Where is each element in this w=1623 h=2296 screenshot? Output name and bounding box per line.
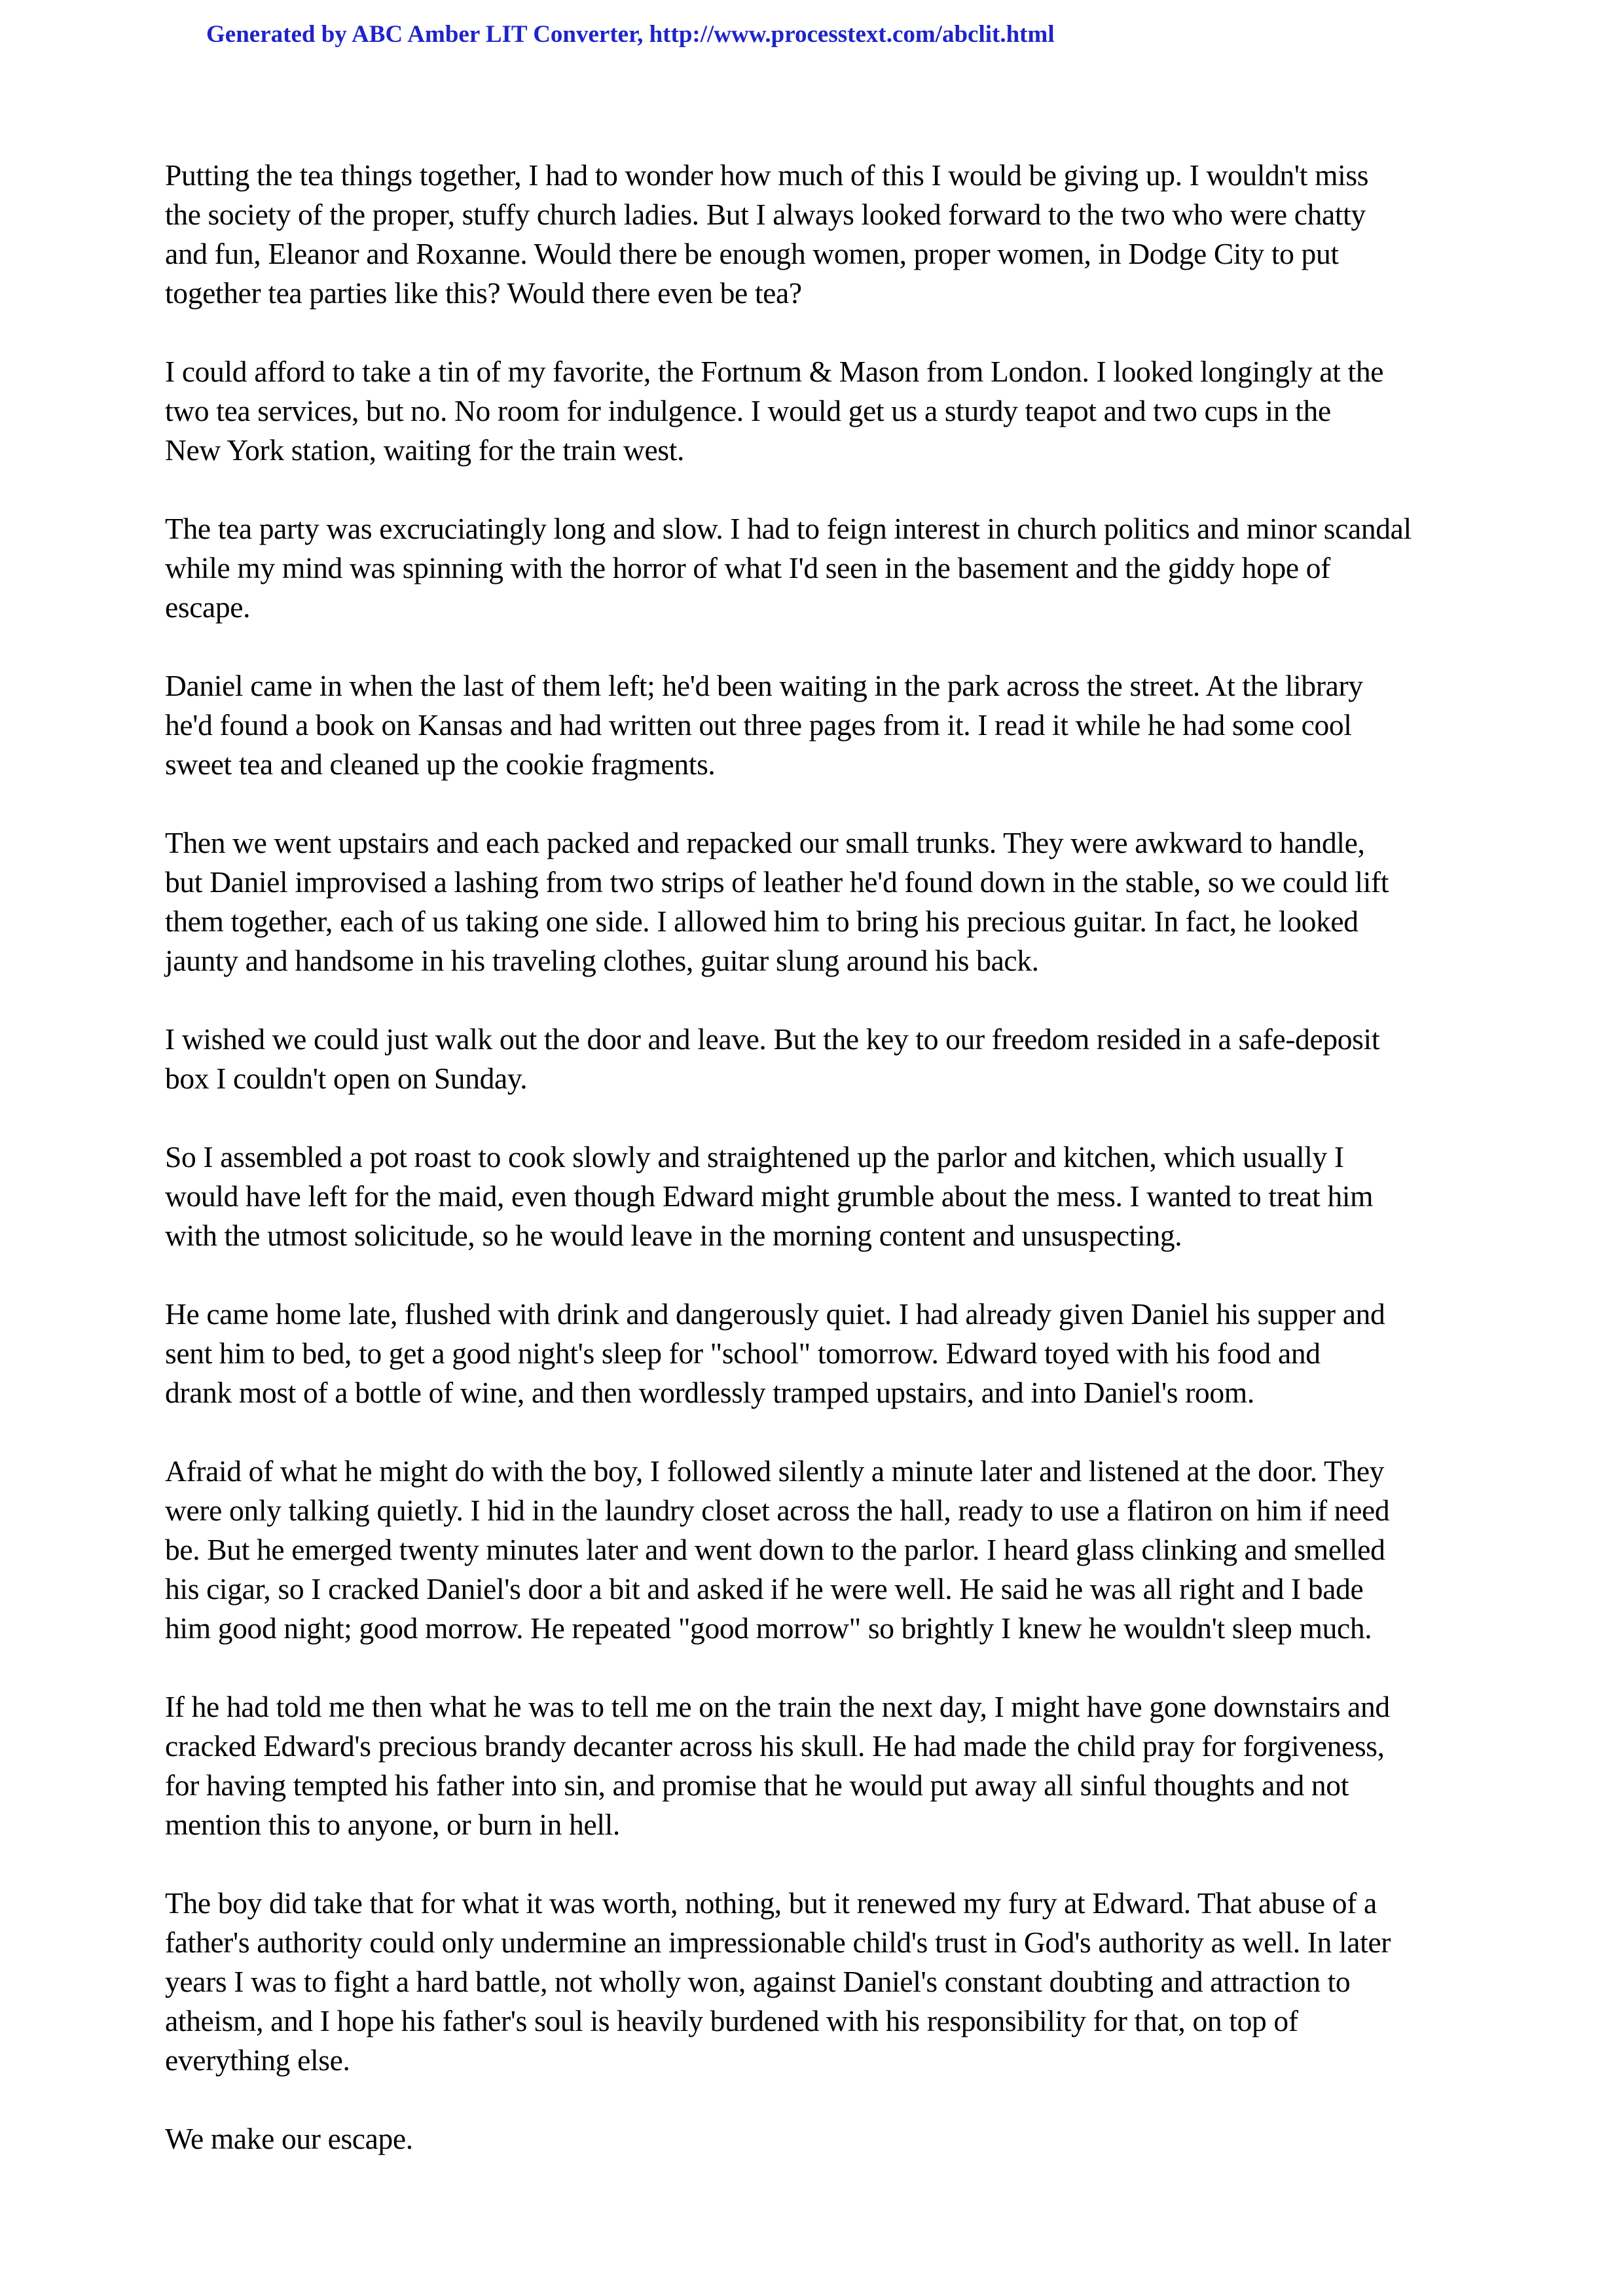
text-line: escape.: [165, 590, 251, 624]
paragraph: [165, 352, 1474, 470]
text-line: He came home late, flushed with drink and dangerously quiet. I had already given Daniel his supper and: [165, 1297, 1385, 1331]
text-line: cracked Edward's precious brandy decanter across his skull. He had made the child pray for forgiveness,: [165, 1729, 1385, 1763]
text-line: drank most of a bottle of wine, and then wordlessly tramped upstairs, and into Daniel's room.: [165, 1376, 1254, 1409]
text-line: I wished we could just walk out the door and leave. But the key to our freedom resided in a safe-deposit: [165, 1022, 1380, 1056]
text-line: The tea party was excruciatingly long and slow. I had to feign interest in church politics and minor scandal: [165, 512, 1412, 545]
paragraph: [165, 823, 1474, 980]
text-line: sent him to bed, to get a good night's sleep for "school" tomorrow. Edward toyed with his food and: [165, 1336, 1321, 1370]
text-line: atheism, and I hope his father's soul is heavily burdened with his responsibility for that, on top of: [165, 2004, 1298, 2037]
text-line: Daniel came in when the last of them left; he'd been waiting in the park across the street. At the library: [165, 669, 1363, 702]
text-line: were only talking quietly. I hid in the laundry closet across the hall, ready to use a flatiron on him if need: [165, 1494, 1390, 1527]
text-line: for having tempted his father into sin, and promise that he would put away all sinful thoughts and not: [165, 1768, 1349, 1802]
text-line: mention this to anyone, or burn in hell.: [165, 1808, 620, 1841]
text-line: We make our escape.: [165, 2122, 413, 2155]
text-line: them together, each of us taking one side. I allowed him to bring his precious guitar. In fact, he looked: [165, 905, 1359, 938]
paragraph: [165, 2119, 1474, 2159]
text-line: The boy did take that for what it was worth, nothing, but it renewed my fury at Edward. That abuse of a: [165, 1886, 1377, 1920]
text-line: sweet tea and cleaned up the cookie fragments.: [165, 747, 716, 781]
paragraph: [165, 1020, 1474, 1098]
text-line: and fun, Eleanor and Roxanne. Would there be enough women, proper women, in Dodge City to put: [165, 237, 1339, 270]
text-line: with the utmost solicitude, so he would leave in the morning content and unsuspecting.: [165, 1219, 1182, 1252]
text-line: jaunty and handsome in his traveling clothes, guitar slung around his back.: [165, 944, 1039, 977]
text-line: together tea parties like this? Would there even be tea?: [165, 276, 802, 310]
paragraph: [165, 666, 1474, 784]
paragraph: [165, 1452, 1474, 1648]
text-line: Afraid of what he might do with the boy, I followed silently a minute later and listened at the door. They: [165, 1454, 1385, 1488]
text-line: be. But he emerged twenty minutes later and went down to the parlor. I heard glass clinking and smelled: [165, 1533, 1385, 1566]
paragraph: [165, 1687, 1474, 1844]
text-line: everything else.: [165, 2043, 350, 2077]
paragraph: [165, 1884, 1474, 2080]
text-line: while my mind was spinning with the horror of what I'd seen in the basement and the giddy hope of: [165, 551, 1330, 584]
text-line: So I assembled a pot roast to cook slowly and straightened up the parlor and kitchen, which usually I: [165, 1140, 1344, 1174]
text-line: the society of the proper, stuffy church ladies. But I always looked forward to the two who were chatty: [165, 198, 1366, 231]
generator-link[interactable]: Generated by ABC Amber LIT Converter, http://www.processtext.com/abclit.html: [206, 21, 1055, 48]
paragraph: [165, 156, 1474, 313]
text-line: he'd found a book on Kansas and had written out three pages from it. I read it while he had some cool: [165, 708, 1352, 742]
text-line: him good night; good morrow. He repeated "good morrow" so brightly I knew he wouldn't sleep much.: [165, 1611, 1372, 1645]
paragraph: [165, 1138, 1474, 1255]
text-line: box I couldn't open on Sunday.: [165, 1062, 528, 1095]
text-line: years I was to fight a hard battle, not wholly won, against Daniel's constant doubting and attraction to: [165, 1965, 1351, 1998]
text-line: but Daniel improvised a lashing from two strips of leather he'd found down in the stable, so we could lift: [165, 865, 1389, 899]
text-line: Putting the tea things together, I had to wonder how much of this I would be giving up. I wouldn't miss: [165, 158, 1369, 192]
text-line: two tea services, but no. No room for indulgence. I would get us a sturdy teapot and two cups in the: [165, 394, 1331, 427]
text-line: would have left for the maid, even though Edward might grumble about the mess. I wanted to treat him: [165, 1179, 1374, 1213]
paragraph: [165, 1295, 1474, 1412]
text-line: his cigar, so I cracked Daniel's door a bit and asked if he were well. He said he was all right and I bade: [165, 1572, 1364, 1605]
text-line: I could afford to take a tin of my favorite, the Fortnum & Mason from London. I looked longingly at the: [165, 355, 1384, 388]
text-line: If he had told me then what he was to tell me on the train the next day, I might have gone downstairs and: [165, 1690, 1390, 1723]
text-line: New York station, waiting for the train west.: [165, 433, 685, 467]
document-body: [165, 156, 1474, 2198]
text-line: father's authority could only undermine an impressionable child's trust in God's authority as well. In later: [165, 1926, 1391, 1959]
text-line: Then we went upstairs and each packed and repacked our small trunks. They were awkward to handle,: [165, 826, 1365, 859]
paragraph: [165, 509, 1474, 627]
